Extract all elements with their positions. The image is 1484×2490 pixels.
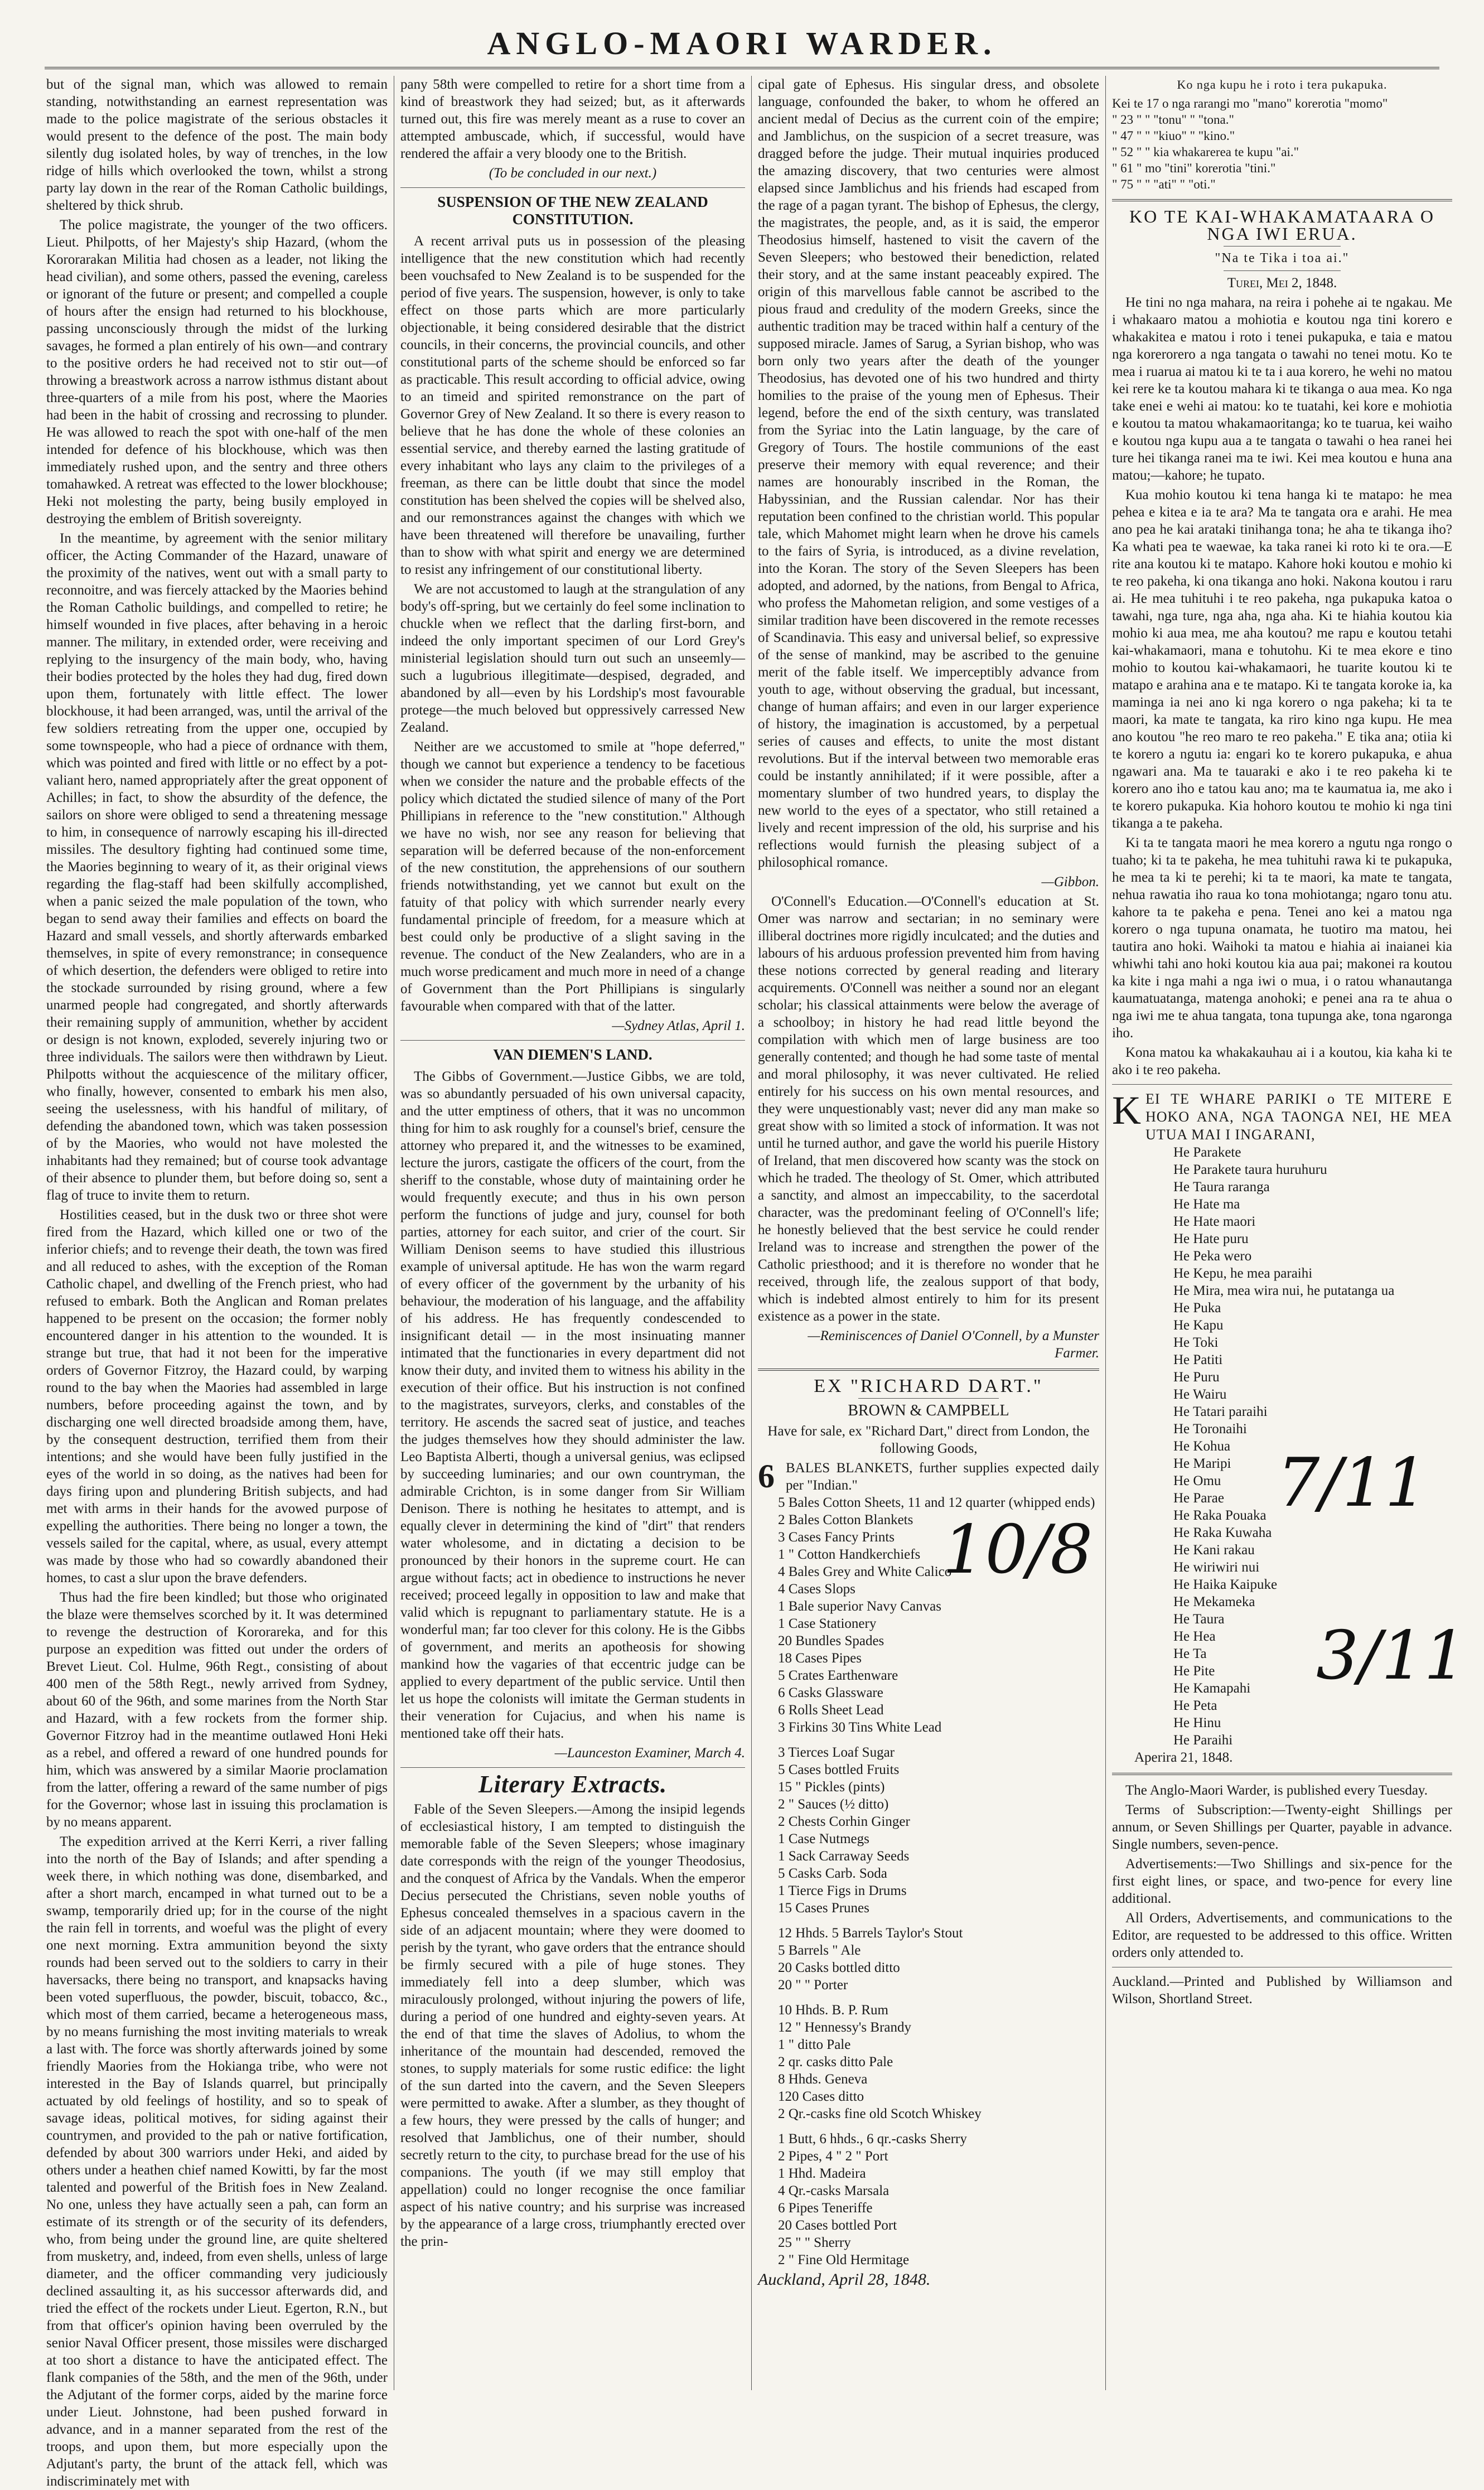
ad-goods-line: 1 Case Nutmegs <box>778 1831 869 1846</box>
column-3 <box>758 76 1099 2385</box>
errata-heading: Ko nga kupu he i roto i tera pukapuka. <box>1177 78 1388 91</box>
ad-goods-line: 20 " " Porter <box>778 1978 848 1993</box>
notice-item: He Taura <box>1173 1612 1225 1627</box>
ad-goods-line: 20 Bundles Spades <box>778 1633 884 1648</box>
ad-goods-line: 2 qr. casks ditto Pale <box>778 2054 893 2070</box>
source-credit: —Sydney Atlas, April 1. <box>612 1018 745 1033</box>
handwritten-note: 3/11 <box>1316 1617 1467 1695</box>
ad-goods-line: 18 Cases Pipes <box>778 1651 862 1666</box>
notice-item: He Hate puru <box>1173 1231 1249 1246</box>
column-4 <box>1112 76 1452 2385</box>
issue-date: Turei, Mei 2, 1848. <box>1227 275 1337 291</box>
ad-goods-line: 1 " Cotton Handkerchiefs <box>778 1547 921 1562</box>
ad-goods-line: 1 Sack Carraway Seeds <box>778 1849 910 1864</box>
masthead-rule <box>45 67 1439 69</box>
ad-goods-line: 20 Casks bottled ditto <box>778 1960 900 1975</box>
article-paragraph: Thus had the fire been kindled; but those who originated the blaze were themselves scorched by it. It was determined to revenge the destruction of Kororareka, and for this purpose an expedition was fitted out under the orders of Brevet Lieut. Col. Hulme, 96th Regt., consisting of about 400 men of the 58th Regt., newly arrived from Sydney, about 60 of the 96th, and some marines from the North Star and Hazard, with a few rockets from the former ship. Governor Fitzroy had in the meantime outlawed Honi Heki as a rebel, and offered a reward of one hundred pounds for him, which was answered by a similar Maorie proclamation from the latter, offering a reward of the same number of pigs for the Governor; whose last in issuing this proclamation is by no means apparent. <box>46 1590 388 1830</box>
section-rule <box>1112 199 1452 201</box>
ad-goods-line: 5 Barrels " Ale <box>778 1943 861 1958</box>
notice-item: He Kamapahi <box>1173 1681 1251 1696</box>
article-paragraph: pany 58th were compelled to retire for a short time from a kind of breastwork they had seized; but, as it afterwards turned out, this fire was merely meant as a ruse to cover an attempted ambuscade, which, if successful, would have rendered the affair a very bloody one to the British. <box>400 77 745 161</box>
errata-row: " 52 " " kia whakarerea te kupu "ai." <box>1112 145 1299 159</box>
ad-goods-line: 5 Cases bottled Fruits <box>778 1762 900 1777</box>
errata-row: Kei te 17 o nga rarangi mo "mano" korerotia "momo" <box>1112 96 1388 110</box>
errata-list <box>1112 95 1452 192</box>
ad-goods-line <box>758 1994 1099 2001</box>
ad-goods-line <box>758 1736 1099 1744</box>
ad-goods-line: 12 Hhds. 5 Barrels Taylor's Stout <box>778 1926 963 1941</box>
headline-literary-extracts: Literary Extracts. <box>478 1771 668 1798</box>
column-divider <box>751 76 752 2390</box>
article-paragraph: We are not accustomed to laugh at the strangulation of any body's off-spring, but we certainly do feel some inclination to chuckle when we reflect that the darling first-born, and indeed the only important specimen of our Lord Grey's ministerial legislation should turn out such an unseemly—such a lugubrious illegitimate—despised, degraded, and abandoned by all—even by his Lordship's most favourable protege—the much beloved but oppressively carressed New Zealand. <box>400 582 745 735</box>
ad-goods-line: 1 Tierce Figs in Drums <box>778 1883 907 1898</box>
ad-goods-line: 20 Cases bottled Port <box>778 2218 897 2233</box>
notice-item: He Hea <box>1173 1629 1216 1644</box>
footer-text: The Anglo-Maori Warder, is published every Tuesday. <box>1125 1783 1428 1798</box>
article-paragraph: Hostilities ceased, but in the dusk two or three shot were fired from the Hazard, which killed one or two of the inferior chiefs; and to revenge their death, the town was fired and all reduced to ashes, with the exception of the Roman Catholic chapel, and dwelling of the French priest, who had refused to embark. Both the Anglican and Roman prelates happened to be present on the occasion; the former nobly encountered danger in his attention to the wounded. It is strange but true, that had it not been for the imperative orders of Governor Fitzroy, the Hazard could, by warping round to the bay when the Maories had assembled in large numbers, before proceeding against the town, and by discharging one well directed broadside among them, have, by the consequent destruction, terrified them from their intentions; and she would have been fully justified in the eyes of the world in so doing, as the natives had been for days firing upon and plundering British subjects, and had met with arms in their hands for the avowed purpose of expelling the authorities. There being no longer a town, the vessels sailed for the capital, where, as usual, every attempt was made by those who had so cowardly abandoned their homes, to cast a slur upon the brave defenders. <box>46 1207 388 1585</box>
ad-goods-line: 15 Cases Prunes <box>778 1901 869 1916</box>
ad-goods-line: 8 Hhds. Geneva <box>778 2072 868 2087</box>
ad-goods-line: 2 " Fine Old Hermitage <box>778 2252 910 2267</box>
section-rule <box>400 187 745 188</box>
notice-item: He Taura raranga <box>1173 1179 1270 1195</box>
errata-row: " 47 " " "kiuo" " "kino." <box>1112 129 1235 143</box>
ad-title: EX "RICHARD DART." <box>814 1376 1043 1396</box>
ad-goods-line: 2 Qr.-casks fine old Scotch Whiskey <box>778 2106 982 2121</box>
article-paragraph: In the meantime, by agreement with the senior military officer, the Acting Commander of the Hazard, unaware of the proximity of the natives, went out with a small party to reconnoitre, and was fiercely attacked by the Maories behind the Roman Catholic buildings, and compelled to retire; he himself wounded in five places, after behaving in a heroic manner. The military, in extended order, were receiving and replying to the insurgency of the main body, who, having their bodies protected by the holes they had dug, fired down upon them, fortunately with little effect. The lower blockhouse, it had been arranged, was, until the arrival of the few soldiers retreating from the upper one, occupied by some townspeople, who had a piece of ordnance with them, which was pointed and fired with little or no effect by a pot-valiant hero, named appropriately after the great opponent of Achilles; in fact, to show the absurdity of the defence, the sailors on shore were obliged to send a threatening message to him, in consequence of narrowly escaping his ill-directed missiles. The desultory fighting had continued some time, the Maories beginning to weary of it, as their original views regarding the flag-staff had been skilfully accomplished, when a panic seized the male population of the town, who began to send away their families and effects on board the Hazard and small vessels, and shortly afterwards embarked themselves, in spite of every remonstrance; in consequence of which desertion, the defenders were obliged to retire into the stockade surrounded by rising ground, where a few unarmed people had congregated, and shortly afterwards their remaining supply of ammunition, whether by accident or design is not known, exploded, severely injuring two or three individuals. The sailors were then withdrawn by Lieut. Philpotts without the acquiescence of the military officer, who finally, however, consented to embark his men also, seeing the uselessness, with his handful of military, of defending the abandoned town, which was taken possession of by the Maories, who would not have molested the inhabitants had they remained; but of course took advantage of their absence to plunder them, but before doing so, sent a flag of truce to invite them to return. <box>46 531 388 1203</box>
notice-item: He Peta <box>1173 1698 1217 1713</box>
to-be-concluded: (To be concluded in our next.) <box>489 166 657 181</box>
article-paragraph: O'Connell's Education.—O'Connell's education at St. Omer was narrow and sectarian; in no seminary were illiberal doctrines more rigidly inculcated; and the duties and labours of his arduous profession prevented him from having these notions corrected by general reading and literary acquirements. O'Connell was neither a sound nor an elegant scholar; his classical attainments were below the average of a schoolboy; in history he had read little beyond the compilation with which men of large business are too generally contented; and though he had some taste of mental and moral philosophy, it was never cultivated. He relied entirely for his success on his own mental resources, and they were unquestionably vast; never did any man make so great show with so limited a stock of information. It was not until he turned author, and gave the world his puerile History of Ireland, that men discovered how scanty was the stock on which he traded. The theology of St. Omer, which attributed a sanctity, and almost an impeccability, to the sacerdotal character, was the predominant feeling of O'Connell's life; he honestly believed that the best service he could render Ireland was to increase and strengthen the power of the Catholic priesthood; and it is therefore no wonder that he received, through life, the zealous support of that body, which is indebted almost entirely to him for its present existence as a power in the state. <box>758 894 1099 1324</box>
source-credit: —Launceston Examiner, March 4. <box>554 1746 745 1761</box>
ad-intro: Have for sale, ex "Richard Dart," direct from London, the following Goods, <box>767 1424 1090 1456</box>
imprint: Auckland.—Printed and Published by Williamson and Wilson, Shortland Street. <box>1112 1974 1452 2006</box>
ad-goods-line: 4 Qr.-casks Marsala <box>778 2183 890 2198</box>
notice-item: He Tatari paraihi <box>1173 1404 1268 1419</box>
article-paragraph: Kona matou ka whakakauhau ai i a koutou, kia kaha ki te ako i te reo pakeha. <box>1112 1045 1452 1077</box>
footer-text: Advertisements:—Two Shillings and six-pence for the first eight lines, or space, and two-pence for every line additional. <box>1112 1856 1452 1906</box>
ad-goods-line: 15 " Pickles (pints) <box>778 1780 885 1795</box>
notice-item: He Toronaihi <box>1173 1422 1247 1437</box>
notice-item: He Kani rakau <box>1173 1543 1255 1558</box>
ad-goods-line: 5 Casks Carb. Soda <box>778 1866 887 1881</box>
source-credit: —Reminiscences of Daniel O'Connell, by a Munster Farmer. <box>808 1328 1099 1361</box>
notice-item: He Peka wero <box>1173 1249 1252 1264</box>
article-paragraph: The police magistrate, the younger of the two officers. Lieut. Philpotts, of her Majesty's ship Hazard, (whom the Kororarakan Militia had chosen as a leader, not liking the head civilian), and some others, passed the evening, careless or ignorant of the future or present; and compelled a couple of hours after the ensign had returned to his blockhouse, passing unconsciously through the midst of the lurking savages, he formed a plan entirely of his own—and contrary to the positive orders he had received not to stir out—of throwing a breastwork across a narrow isthmus distant about three-quarters of a mile from his post, where the Maories had been in the habit of crossing and recrossing to plunder. He was allowed to reach the spot with one-half of the men intended for defence of his blockhouse, which was then immediately rushed upon, and the sentry and three others tomahawked. A retreat was effected to the lower blockhouse; Heki not molesting the party, being busily employed in destroying the emblem of British sovereignty. <box>46 217 388 526</box>
handwritten-note: 7/11 <box>1277 1444 1428 1522</box>
section-rule <box>758 1369 1099 1371</box>
article-paragraph: Fable of the Seven Sleepers.—Among the insipid legends of ecclesiastical history, I am tempted to distinguish the memorable fable of the Seven Sleepers; whose imaginary date corresponds with the reign of the younger Theodosius, and the conquest of Africa by the Vandals. When the emperor Decius persecuted the Christians, seven noble youths of Ephesus concealed themselves in a spacious cavern in the side of an adjacent mountain; where they were doomed to perish by the tyrant, who gave orders that the entrance should be firmly secured with a pile of huge stones. They immediately fell into a deep slumber, which was miraculously prolonged, without injuring the powers of life, during a period of one hundred and eighty-seven years. At the end of that time the slaves of Adolius, to whom the inheritance of the mountain had descended, removed the stones, to supply materials for some rustic edifice: the light of the sun darted into the cavern, and the Seven Sleepers were permitted to awake. After a slumber, as they thought of a few hours, they were pressed by the calls of hunger; and resolved that Jamblichus, one of their number, should secretly return to the city, to purchase bread for the use of his companions. The youth (if we may still employ that appellation) could no longer recognise the once familiar aspect of his native country; and his surprise was increased by the appearance of a large cross, triumphantly erected over the prin- <box>400 1802 745 2249</box>
notice-item: He Patiti <box>1173 1352 1223 1367</box>
notice-item: He Maripi <box>1173 1456 1231 1471</box>
article-paragraph: cipal gate of Ephesus. His singular dress, and obsolete language, confounded the baker, to whom he offered an ancient medal of Decius as the current coin of the empire; and Jamblichus, on the suspicion of a secret treasure, was dragged before the judge. Their mutual inquiries produced the amazing discovery, that two centuries were almost elapsed since Jamblichus and his friends had escaped from the rage of a pagan tyrant. The bishop of Ephesus, the clergy, the magistrates, the people, and, as it is said, the emperor Theodosius himself, hastened to visit the cavern of the Seven Sleepers; who bestowed their benediction, related their story, and at the same instant peaceably expired. The origin of this marvellous fable cannot be ascribed to the pious fraud and credulity of the modern Greeks, since the authentic tradition may be traced within half a century of the supposed miracle. James of Sarug, a Syrian bishop, who was born only two years after the death of the younger Theodosius, has devoted one of his two hundred and thirty homilies to the praise of the young men of Ephesus. Their legend, before the end of the sixth century, was translated from the Syriac into the Latin language, by the care of Gregory of Tours. The hostile communions of the east preserve their memory with equal reverence; and their names are honourably inscribed in the Roman, the Habyssinian, and the Russian calendar. Nor has their reputation been confined to the christian world. This popular tale, which Mahomet might learn when he drove his camels to the fairs of Syria, is introduced, as a divine revelation, into the Koran. The story of the Seven Sleepers has been adopted, and adorned, by the nations, from Bengal to Africa, who profess the Mahometan religion, and some vestiges of a similar tradition have been discovered in the remote recesses of Scandinavia. This easy and universal belief, so expressive of the sense of mankind, may be ascribed to the genuine merit of the fable itself. We imperceptibly advance from youth to age, without observing the gradual, but incessant, change of human affairs; and even in our larger experience of history, the imagination is accustomed, by a perpetual series of causes and effects, to unite the most distant revolutions. But if the interval between two memorable eras could be instantly annihilated; if it were possible, after a momentary slumber of two hundred years, to display the new world to the eyes of a spectator, who still retained a lively and recent impression of the old, his surprise and his reflections would furnish the pleasing subject of a philosophical romance. <box>758 77 1099 870</box>
ad-goods-line: 2 " Sauces (½ ditto) <box>778 1797 889 1812</box>
ad-goods-line: 1 Bale superior Navy Canvas <box>778 1599 941 1614</box>
headline-constitution: SUSPENSION OF THE NEW ZEALAND CONSTITUTION. <box>437 194 708 228</box>
notice-item: He Paraihi <box>1173 1733 1233 1748</box>
ad-rule <box>858 1398 999 1399</box>
notice-item: He Wairu <box>1173 1387 1227 1402</box>
ad-goods-line: 2 Chests Corhin Ginger <box>778 1814 910 1829</box>
motto: "Na te Tika i toa ai." <box>1215 251 1350 265</box>
article-paragraph: Ki ta te tangata maori he mea korero a ngutu nga rongo o tuaho; ki ta te pakeha, he mea tuhituhi rawa ki te pukapuka, he mea ta ki te perehi; ki ta te maori, ka mate te tangata, nehua rawatia iho raua ko tona mohiotanga; ngaro tonu atu. kahore ta te pakeha e pena. Tenei ano kei a matou nga korero o nga tupuna onamata, he tuotiro ma matou, hei tautira ano hoki. Waihoki ta matou e hiahia ai inaianei kia whiwhi tahi ano hoki koutou kia aua pai; makonei ra koutou ka kite i nga mahi a nga iwi o mua, i o ratou whanautanga kaumatuatanga, matenga anohoki; e penei ana ra te ahua o nga iwi me te ahua tangata, tona tupunga ake, tona ngaronga iho. <box>1112 835 1452 1041</box>
article-paragraph: Neither are we accustomed to smile at "hope deferred," though we cannot but experience a tendency to be facetious when we consider the nature and the probable effects of the policy which dictated the studied silence of many of the Port Phillipians in reference to the "new constitution." Although we have no wish, nor see any reason for believing that separation will be deferred because of the non-enforcement of the new constitution, the apprehensions of our southern friends notwithstanding, yet we cannot but exult on the fatuity of that policy with which surrender nearly every fundamental principle of freedom, for a measure which at best could only be productive of a slight saving in the revenue. The conduct of the New Zealanders, who are in a much worse predicament and much more in need of a change of Government than the Port Phillipians is singularly favourable when compared with that of the latter. <box>400 739 745 1014</box>
notice-item: He Puka <box>1173 1300 1221 1316</box>
notice-item: He Haika Kaipuke <box>1173 1577 1278 1592</box>
article-paragraph: Kua mohio koutou ki tena hanga ki te matapo: he mea pehea e kitea e ia te ara? Ma te tangata ora e arahi. He mea ano pea he kai arataki tinihanga tona; he aha te tikanga iho? Ka whati pea te waewae, ka taka ranei ki roto ki te ora.—E rite ana koutou ki te matapo. Kahore hoki koutou e mohio ki te reo pakeha, ki ona tikanga ano hoki. Nakona koutou i raru ai. He mea tuhituhi i te reo pakeha, nga pukapuka katoa o tawahi, nga ture, nga aha, nga aha. Ki te hiahia koutou kia mohio ki aua mea, me aha koutou? me rapu e koutou tetahi kai-whakamaori, mana e tohutohu. Ki te mea ekore e tino mohio to koutou kai-whakamaori, he tuarite koutou ki te matapo e arahina ana e te matapo. Ki te tangata koroke ia, ka maminga ia nei ano ki nga korero o nga pakeha; ki ta te maori, ka mate te tangata, ka riro kino nga kupu. He mea ano koutou "he reo maro te reo pakeha." E tika ana; otiia ki te korero a ngutu ia: engari ko te korero pukapuka, e ahua ngawari ana. Ma te tauaraki e ako i te reo pakeha ki te korero ano iho e tatou kau ano; ma te kaumatua ia, me ako i te korero pukapuka. Kia hohoro koutou te mohio ki nga tini tikanga a te pakeha. <box>1112 487 1452 831</box>
ad-goods-line <box>758 1917 1099 1925</box>
ad-goods-line: 3 Tierces Loaf Sugar <box>778 1745 895 1760</box>
article-paragraph: The expedition arrived at the Kerri Kerri, a river falling into the north of the Bay of Islands; and after spending a week there, in which nothing was done, disembarked, and after a short march, encamped in what turned out to be a swamp, temporarily dried up; for in the course of the night the rain fell in torrents, and woeful was the plight of every one next morning. Extra ammunition beyond the sixty rounds had been served out to the soldiers to carry in their haversacks, there being no transport, and knapsacks having been voted superfluous, the powder, biscuit, tobacco, &c., which most of them carried, became a heterogeneous mass, by no means furnishing the most inviting materials to wreak a last with. The force was shortly afterwards joined by some friendly Maories from the Hokianga tribe, who were not interested in the Bay of Islands quarrel, but principally actuated by old feelings of hostility, and so to speak of savage ideas, political motives, for siding against their countrymen, and provided to the pah or native fortification, defended by about 300 warriors under Heki, and aided by others under a heathen chief named Kowitti, by far the most talented and powerful of the British foes in New Zealand. No one, unless they have actually seen a pah, can form an estimate of its strength or of the security of its defenders, who, from being under the ground line, are quite sheltered from musketry, and, indeed, from even shells, unless of large diameter, and the officer commanding very judiciously declined assaulting it, as his successor afterwards did, and tried the effect of the rockets under Lieut. Egerton, R.N., but from that officer's opinion having been overruled by the senior Naval Officer present, those missiles were discharged at too short a distance to have the anticipated effect. The flank companies of the 58th, and the men of the 96th, under the Adjutant of the former corps, aided by the marine force under Lieut. Johnstone, had been pushed forward in advance, and in a manner separated from the rest of the troops, and upon them, but more especially upon the Adjutant's party, the brunt of the attack fell, which was indiscriminately met with <box>46 1834 388 2489</box>
footer-text: Terms of Subscription:—Twenty-eight Shillings per annum, or Seven Shillings per Quarter, payable in advance. Single numbers, seven-pence. <box>1112 1802 1452 1852</box>
notice-item: He Puru <box>1173 1370 1220 1385</box>
notice-item: He Parae <box>1173 1491 1224 1506</box>
ad-goods-line: 5 Crates Earthenware <box>778 1668 898 1683</box>
notice-heading: EI TE WHARE PARIKI o TE MITERE E HOKO ANA, NGA TAONGA NEI, HE MEA UTUA MAI I INGARANI, <box>1145 1091 1452 1143</box>
errata-row: " 23 " " "tonu" " "tona." <box>1112 113 1234 127</box>
ad-goods-line: 1 Case Stationery <box>778 1616 877 1631</box>
ad-goods-line: 3 Firkins 30 Tins White Lead <box>778 1720 942 1735</box>
section-rule <box>1112 1084 1452 1085</box>
notice-item: He Raka Kuwaha <box>1173 1525 1272 1540</box>
notice-date: Aperira 21, 1848. <box>1134 1750 1233 1765</box>
motto-rule <box>1224 270 1341 271</box>
footer-text: All Orders, Advertisements, and communications to the Editor, are requested to be addressed to this office. Written orders only attended to. <box>1112 1911 1452 1960</box>
masthead <box>0 0 1484 67</box>
notice-item: He Pite <box>1173 1664 1215 1679</box>
ad-goods-line: 4 Bales Grey and White Calico <box>778 1564 952 1579</box>
notice-item: He Hate maori <box>1173 1214 1256 1229</box>
ad-goods-line: 12 " Hennessy's Brandy <box>778 2020 911 2035</box>
article-paragraph: The Gibbs of Government.—Justice Gibbs, we are told, was so abundantly persuaded of his own universal capacity, and the utter emptiness of others, that it was no uncommon thing for him to ask roughly for a counsel's brief, censure the attorney who prepared it, and the witnesses to be examined, lecture the jurors, castigate the officers of the court, from the sheriff to the constable, whose duty of maintaining order he would frequently execute; and thus in his own person perform the functions of judge and jury, counsel for both parties, attorney for each suitor, and crier of the court. Sir William Denison seems to have studied this illustrious example of universal aptitude. He has won the warm regard of every officer of the government by the urbanity of his behaviour, the moderation of his language, and the affability of his address. He has frequently condescended to insignificant detail — in the most insinuating manner intimated that the functionaries in every department did not know their duty, and invited them to witness his ability in the execution of their office. But his instruction is not confined to the magistrates, surveyors, clerks, and constables of the territory. He ascends the sacred seat of justice, and teaches the judges themselves how they should administer the law. Leo Baptista Alberti, though a universal genius, was eclipsed by succeeding luminaries; and our own countryman, the admirable Crichton, is in some danger from Sir William Denison. There is nothing he hesitates to attempt, and is equally clever in determining the kind of "dirt" that renders water wholesome, and in dictating a decision to be pronounced by their honors in the supreme court. He can argue without facts; act in obedience to instructions he never received; proceed legally in opposition to law and make that valid which is repugnant to parliamentary statute. He is a wonderful man; far too clever for this colony. He is the Gibbs of government, and merits an apotheosis for showing mankind how the vagaries of that eccentric judge can be applied to every department of the public service. Until then let us hope the colonists will imitate the German students in their veneration for Cujacius, and when his name is mentioned take off their hats. <box>400 1069 745 1741</box>
ad-goods-line: 4 Cases Slops <box>778 1582 855 1597</box>
ad-goods-line: 1 Hhd. Madeira <box>778 2166 866 2181</box>
errata-row: " 61 " mo "tini" korerotia "tini." <box>1112 161 1276 175</box>
notice-item: He Kohua <box>1173 1439 1231 1454</box>
ad-firm: BROWN & CAMPBELL <box>848 1402 1009 1419</box>
ad-big-number: 6 <box>758 1458 775 1495</box>
article-paragraph: but of the signal man, which was allowed to remain standing, notwithstanding an earnest representation was made to the police magistrate of the serious obstacles it would present to the defence of the post. The main body silently dug isolated holes, by way of trenches, in the low ridge of hills which overlooked the town, whilst a strong party lay down in the rear of the Roman Catholic buildings, sheltered by thick shrub. <box>46 77 388 213</box>
maori-headline: KO TE KAI-WHAKAMATAARA O NGA IWI ERUA. <box>1129 206 1435 244</box>
ad-goods-line: 5 Bales Cotton Sheets, 11 and 12 quarter (whipped ends) <box>778 1495 1095 1510</box>
notice-item: He Raka Pouaka <box>1173 1508 1267 1523</box>
ad-goods-line: 10 Hhds. B. P. Rum <box>778 2003 888 2018</box>
section-rule <box>400 1767 745 1768</box>
notice-item: He Hate ma <box>1173 1197 1240 1212</box>
drop-cap: K <box>1112 1088 1141 1133</box>
errata-row: " 75 " " "ati" " "oti." <box>1112 177 1216 191</box>
headline-van-diemens-land: VAN DIEMEN'S LAND. <box>493 1046 652 1063</box>
ad-goods-line <box>758 2122 1099 2130</box>
ad-footer: Auckland, April 28, 1848. <box>758 2270 931 2289</box>
notice-item: He Ta <box>1173 1646 1207 1661</box>
ad-first-item <box>758 1459 1099 1494</box>
handwritten-note: 10/8 <box>942 1511 1093 1589</box>
ad-goods-line: 6 Casks Glassware <box>778 1685 883 1700</box>
ad-goods-line: 2 Pipes, 4 " 2 " Port <box>778 2149 888 2164</box>
notice-item: He Toki <box>1173 1335 1219 1350</box>
ad-goods-line: 1 " ditto Pale <box>778 2037 851 2052</box>
notice-item: He Kepu, he mea paraihi <box>1173 1266 1313 1281</box>
ad-goods-list <box>758 1494 1099 2269</box>
notice-item: He Parakete <box>1173 1145 1241 1160</box>
notice-item: He Mira, mea wira nui, he putatanga ua <box>1173 1283 1395 1298</box>
ad-goods-line: 2 Bales Cotton Blankets <box>778 1512 913 1527</box>
column-2 <box>400 76 745 2385</box>
ad-goods-line: 120 Cases ditto <box>778 2089 864 2104</box>
ad-goods-line: 6 Rolls Sheet Lead <box>778 1703 884 1718</box>
article-paragraph: He tini no nga mahara, na reira i pohehe ai te ngakau. Me i whakaaro matou a mohiotia e koutou nga tini korero e whakakitea e matou i roto i tenei pukapuka, e taia e matou nga korerorero a nga tangata o tawahi no tenei motu. Ko te mea i ruarua ai matou ki te ta i aua korero, he wehi no matou kei rere ke ta koutou mahara ki te tikanga o aua mea. Ko nga take enei e wehi ai matou: ko te tuatahi, kei kore e mohiotia e koutou ta matou whakamaoritanga; ko te tuarua, kei waiho e koutou nga kupu aua a te tangata o tawahi o hea ranei hei ture hei tikanga ranei ma te iwi. Kei mea koutou e huna ana matou;—kahore; he tupato. <box>1112 295 1452 483</box>
ad-goods-line: 6 Pipes Teneriffe <box>778 2201 873 2216</box>
notice-item: He Omu <box>1173 1473 1221 1488</box>
notice-item: He wiriwiri nui <box>1173 1560 1260 1575</box>
ad-first-line: BALES BLANKETS, further supplies expected daily per "Indian." <box>786 1461 1099 1493</box>
ad-goods-line: 3 Cases Fancy Prints <box>778 1530 895 1545</box>
newspaper-title: ANGLO-MAORI WARDER. <box>487 25 997 61</box>
notice-item: He Kapu <box>1173 1318 1224 1333</box>
notice-item: He Hinu <box>1173 1715 1221 1730</box>
section-rule <box>1112 1773 1452 1775</box>
notice-item: He Mekameka <box>1173 1594 1255 1609</box>
section-rule <box>400 1040 745 1041</box>
notice-item: He Parakete taura huruhuru <box>1173 1162 1327 1177</box>
article-paragraph: A recent arrival puts us in possession of the pleasing intelligence that the new constitution which had recently been vouchsafed to New Zealand is to be suspended for the period of five years. The suspension, however, is only to take effect on those parts which are more particularly objectionable, it being considered desirable that the district councils, in their concerns, the provincial councils, and other constitutional parts of the scheme should be enforced so far as practicable. This result according to official advice, owing to an timeid and spirited remonstrance on the part of Governor Grey of New Zealand. It so there is every reason to believe that he has done the whole of these colonies an essential service, and thereby earned the lasting gratitude of every inhabitant who lays any claim to the privileges of a freeman, as there can be little doubt that since the model constitution has been shelved the copies will be shelved also, and our remonstrances against the changes with which we have been threatened will therefore be unavailing, further than to show with what spirit and energy we are determined to resist any infringement of our constitutional liberty. <box>400 234 745 577</box>
ad-goods-line: 25 " " Sherry <box>778 2235 851 2250</box>
ad-goods-line: 1 Butt, 6 hhds., 6 qr.-casks Sherry <box>778 2131 967 2146</box>
source-credit: —Gibbon. <box>1041 874 1099 889</box>
column-1 <box>46 76 388 2489</box>
column-divider <box>1105 76 1106 2390</box>
